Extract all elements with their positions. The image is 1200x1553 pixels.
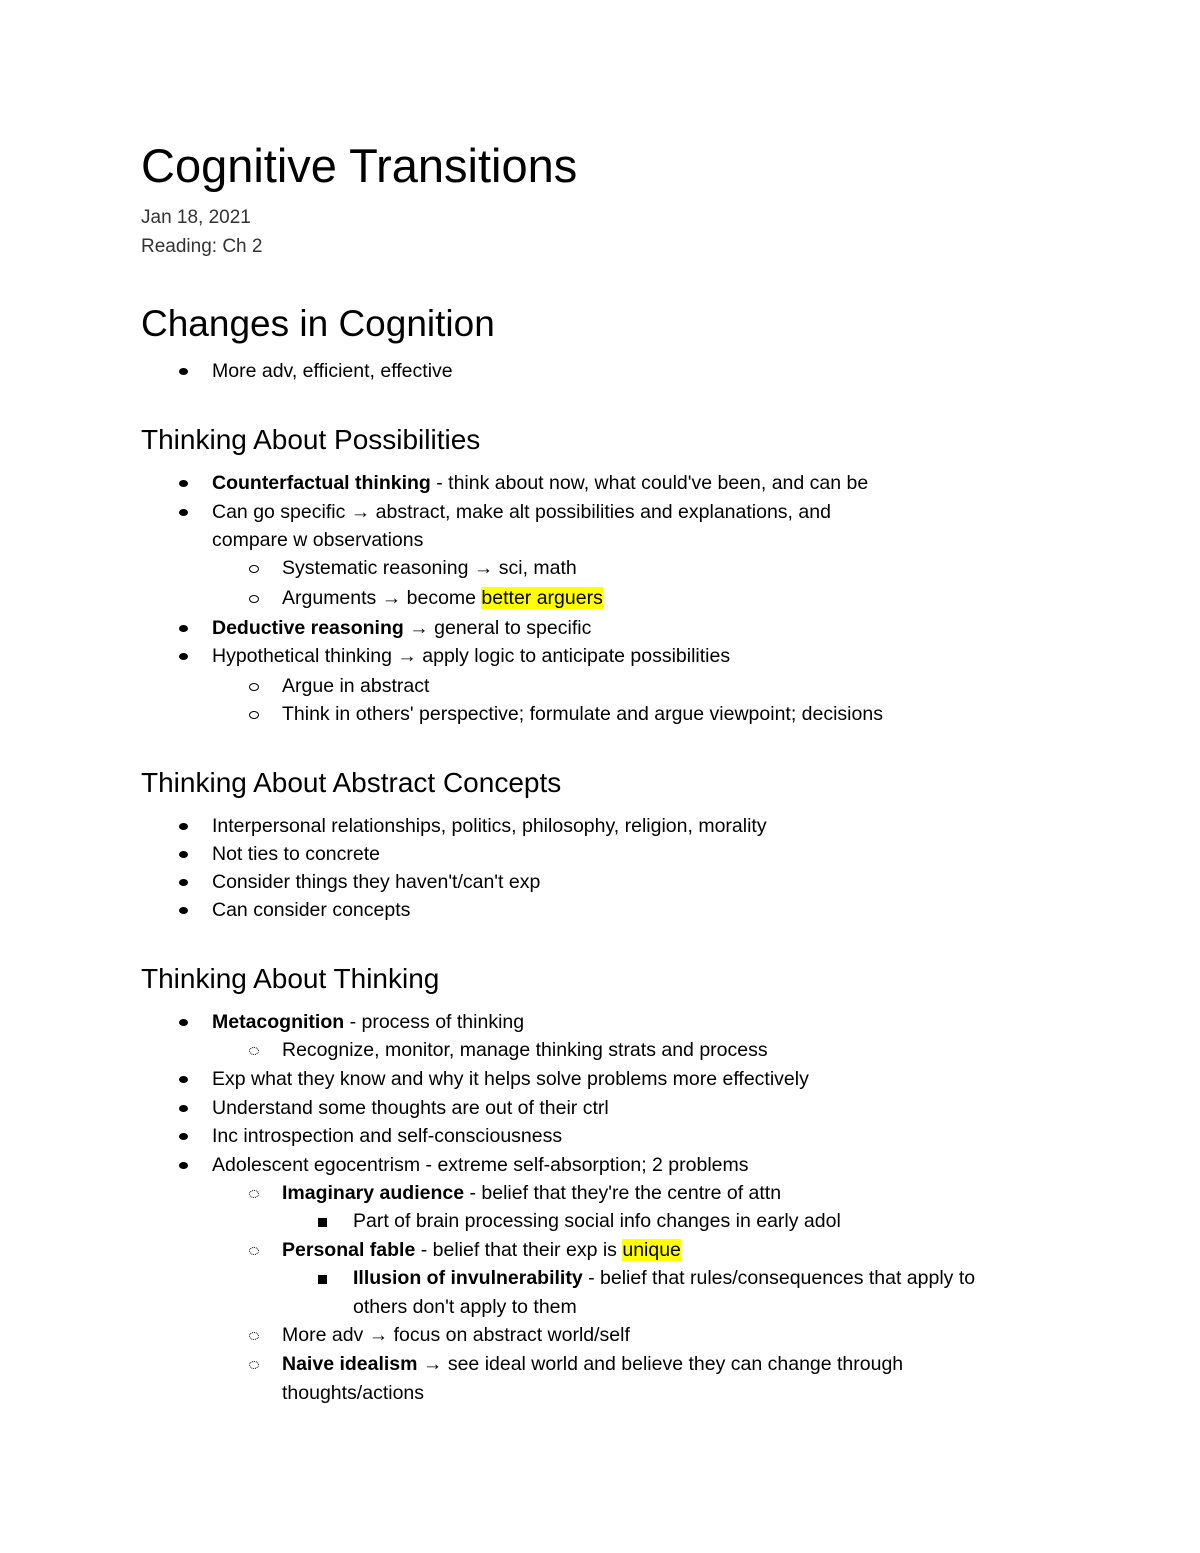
heading-changes-in-cognition: Changes in Cognition [141, 303, 495, 344]
term-imaginary-audience: Imaginary audience [282, 1182, 465, 1204]
list-item: Exp what they know and why it helps solve problems more effectively [212, 1068, 809, 1090]
list-item [282, 1239, 681, 1262]
list-item: Inc introspection and self-consciousness [212, 1125, 563, 1147]
bullet-circle-icon [249, 1190, 259, 1198]
list-item [212, 617, 591, 640]
list-item [282, 1182, 781, 1205]
term-illusion-of-invulnerability: Illusion of invulnerability [353, 1267, 583, 1289]
bullet-dot-icon [179, 509, 188, 516]
bullet-square-icon [318, 1275, 327, 1284]
bullet-dot-icon [179, 907, 188, 914]
list-item-continuation: thoughts/actions [282, 1382, 425, 1404]
list-item: Systematic reasoning → sci, math [282, 557, 577, 579]
bullet-dot-icon [179, 1076, 188, 1083]
heading-thinking-about-thinking: Thinking About Thinking [141, 963, 440, 994]
document-reading: Reading: Ch 2 [141, 236, 263, 257]
list-item [282, 1353, 903, 1376]
list-item: Think in others' perspective; formulate and argue viewpoint; decisions [282, 703, 883, 725]
list-item: Recognize, monitor, manage thinking strats and process [282, 1039, 768, 1061]
list-item: Interpersonal relationships, politics, philosophy, religion, morality [212, 815, 767, 837]
list-item: Understand some thoughts are out of their ctrl [212, 1097, 609, 1119]
list-item: Adolescent egocentrism - extreme self-absorption; 2 problems [212, 1154, 749, 1176]
term-metacognition: Metacognition [212, 1011, 345, 1033]
list-item: More adv → focus on abstract world/self [282, 1324, 630, 1346]
list-item: More adv, efficient, effective [212, 360, 453, 382]
bullet-circle-icon [249, 683, 259, 691]
list-item: Can consider concepts [212, 899, 411, 921]
heading-thinking-about-possibilities: Thinking About Possibilities [141, 424, 481, 455]
bullet-dot-icon [179, 823, 188, 830]
bullet-dot-icon [179, 625, 188, 632]
highlighted-text: unique [622, 1239, 681, 1261]
document-date: Jan 18, 2021 [141, 207, 251, 228]
heading-thinking-about-abstract-concepts: Thinking About Abstract Concepts [141, 767, 562, 798]
bullet-circle-icon [249, 1247, 259, 1255]
bullet-dot-icon [179, 851, 188, 858]
definition-text: - think about now, what could've been, and can be [430, 472, 869, 494]
bullet-dot-icon [179, 368, 188, 375]
list-item [212, 472, 868, 495]
list-item: Consider things they haven't/can't exp [212, 871, 541, 893]
bullet-dot-icon [179, 1019, 188, 1026]
list-item [353, 1267, 975, 1290]
bullet-circle-icon [249, 565, 259, 573]
definition-text: - belief that their exp is [415, 1239, 623, 1261]
bullet-circle-icon [249, 1047, 259, 1055]
bullet-circle-icon [249, 1332, 259, 1340]
definition-text: - process of thinking [344, 1011, 525, 1033]
list-item-continuation: others don't apply to them [353, 1296, 577, 1318]
definition-text: → see ideal world and believe they can change through [417, 1353, 904, 1375]
bullet-square-icon [318, 1218, 327, 1227]
term-deductive: Deductive reasoning [212, 617, 404, 639]
bullet-dot-icon [179, 1105, 188, 1112]
bullet-circle-icon [249, 595, 259, 603]
list-item: Part of brain processing social info changes in early adol [353, 1210, 841, 1232]
bullet-circle-icon [249, 1361, 259, 1369]
definition-text: - belief that they're the centre of attn [464, 1182, 782, 1204]
definition-text: → general to specific [403, 617, 592, 639]
bullet-dot-icon [179, 1133, 188, 1140]
list-item: Not ties to concrete [212, 843, 380, 865]
bullet-dot-icon [179, 1162, 188, 1169]
bullet-dot-icon [179, 653, 188, 660]
list-item: Can go specific → abstract, make alt possibilities and explanations, and [212, 501, 831, 523]
list-item: Argue in abstract [282, 675, 430, 697]
term-personal-fable: Personal fable [282, 1239, 416, 1261]
term-naive-idealism: Naive idealism [282, 1353, 418, 1375]
bullet-circle-icon [249, 711, 259, 719]
document-title: Cognitive Transitions [141, 139, 578, 192]
term-counterfactual: Counterfactual thinking [212, 472, 431, 494]
bullet-dot-icon [179, 480, 188, 487]
definition-text: - belief that rules/consequences that apply to [582, 1267, 976, 1289]
list-item-continuation: compare w observations [212, 529, 424, 551]
highlighted-text: better arguers [481, 587, 603, 609]
bullet-dot-icon [179, 879, 188, 886]
item-text: Arguments → become [282, 587, 482, 609]
list-item [212, 1011, 524, 1034]
list-item [282, 587, 603, 610]
list-item: Hypothetical thinking → apply logic to anticipate possibilities [212, 645, 731, 667]
